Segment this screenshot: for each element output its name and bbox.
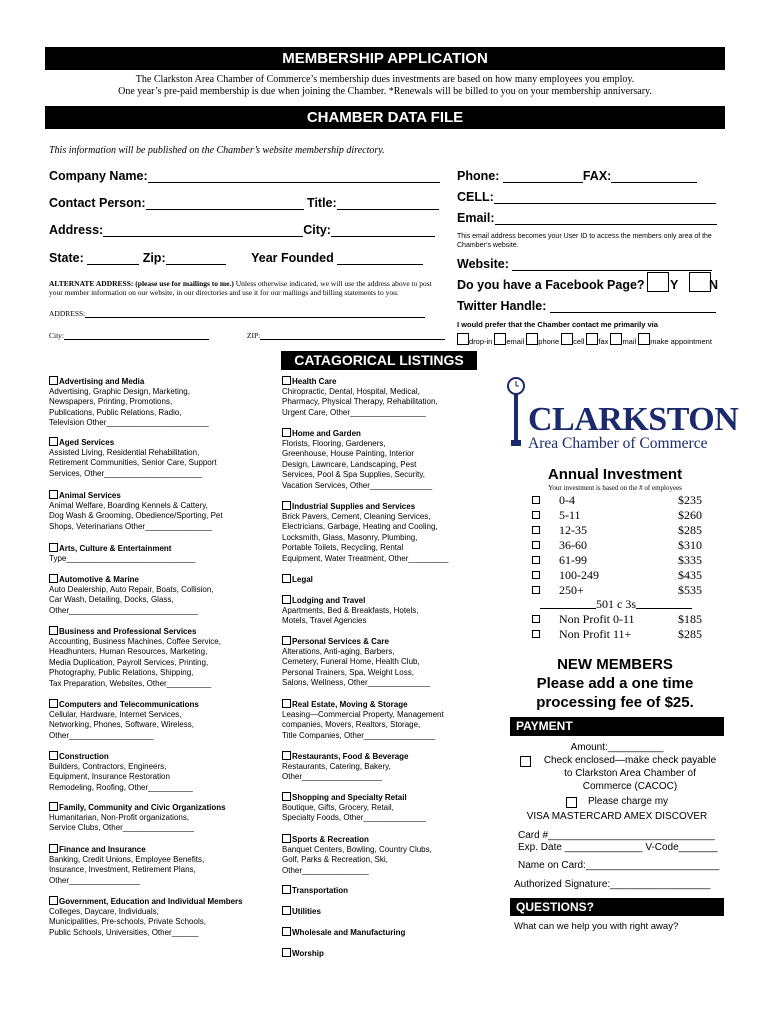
category-title: Computers and Telecommunications <box>59 700 199 709</box>
category-options-line[interactable]: Shops, Veterinarians Other_______________ <box>49 521 212 531</box>
data-file-note: This information will be published on the Chamber’s website membership directory. <box>49 145 385 156</box>
check-option[interactable]: Check enclosed—make check payable to Clarkston Area Chamber of Commerce (CACOC) <box>516 754 724 793</box>
email-note: This email address becomes your User ID to access the members only area of the Chamber’s website. <box>457 233 712 249</box>
category-options-line[interactable]: Golf, Parks & Recreation, Ski, <box>282 855 388 864</box>
category-options-line[interactable]: Cellular, Hardware, Internet Services, <box>49 709 182 719</box>
category-options-line[interactable]: Other_______________ <box>282 865 369 875</box>
tier-price: $185 <box>678 612 702 626</box>
category-checkbox[interactable] <box>49 802 58 811</box>
tier-checkbox[interactable] <box>532 541 540 549</box>
category-options-line[interactable]: Florists, Flooring, Gardeners, <box>282 438 386 448</box>
category-options-line[interactable]: Other_____________________________ <box>49 605 199 615</box>
tier-price: $285 <box>678 523 702 537</box>
category-options-line[interactable]: Humanitarian, Non-Profit organizations, <box>49 812 190 822</box>
facebook-yes-checkbox[interactable] <box>647 272 669 292</box>
new-members-line-3: processing fee of $25. <box>536 694 694 711</box>
contact-pref-options[interactable]: drop-in email phone cell fax mail make appointment <box>457 333 712 346</box>
charge-checkbox[interactable] <box>566 797 577 808</box>
tier-range: 5-11 <box>559 508 581 522</box>
category-title: Shopping and Specialty Retail <box>292 793 407 802</box>
category-options-line[interactable]: Tax Preparation, Websites, Other__________ <box>49 678 212 688</box>
tier-checkbox[interactable] <box>532 526 540 534</box>
category-checkbox[interactable] <box>49 896 58 905</box>
category-options-line[interactable]: Services, Pool & Spa Supplies, Security, <box>282 470 426 479</box>
tier-range: 36-60 <box>559 538 587 552</box>
title-label: Title: <box>307 196 337 210</box>
logo-name: CLARKSTON <box>528 401 739 438</box>
logo-subtitle: Area Chamber of Commerce <box>528 435 708 452</box>
category-title: Personal Services & Care <box>292 637 389 646</box>
category-options-line[interactable]: Pharmacy, Physical Therapy, Rehabilitation, <box>282 397 438 406</box>
membership-title-bar: MEMBERSHIP APPLICATION <box>45 47 725 70</box>
category-title: Construction <box>59 752 109 761</box>
category-options-line[interactable]: companies, Movers, Realtors, Storage, <box>282 720 421 729</box>
tier-checkbox[interactable] <box>532 511 540 519</box>
questions-prompt[interactable]: What can we help you with right away? <box>514 921 679 932</box>
tier-checkbox[interactable] <box>532 630 540 638</box>
company-name-label: Company Name: <box>49 169 148 183</box>
category-options-line[interactable]: Other___________________ <box>49 730 154 740</box>
category-options-line[interactable]: Leasing—Commercial Property, Management <box>282 709 444 719</box>
category-options-line[interactable]: Publications, Public Relations, Radio, <box>49 407 182 417</box>
category-options-line[interactable]: Chiropractic, Dental, Hospital, Medical, <box>282 386 420 396</box>
tier-checkbox[interactable] <box>532 586 540 594</box>
category-options-line[interactable]: Banking, Credit Unions, Employee Benefits, <box>49 854 205 864</box>
tier-range: Non Profit 0-11 <box>559 612 635 626</box>
category-checkbox[interactable] <box>282 574 291 583</box>
category-options-line[interactable]: Equipment, Insurance Restoration <box>49 772 170 781</box>
category-checkbox[interactable] <box>282 595 291 604</box>
category-options-line[interactable]: Greenhouse, House Painting, Interior <box>282 449 415 458</box>
category-checkbox[interactable] <box>49 376 58 385</box>
address-label: Address: <box>49 223 104 237</box>
listings-title-bar: CATAGORICAL LISTINGS <box>281 351 477 370</box>
category-title: Government, Education and Individual Members <box>59 897 243 906</box>
intro-line-2: One year’s pre-paid membership is due when joining the Chamber. *Renewals will be billed to you on your membership anniversary. <box>118 86 652 97</box>
category-title: Home and Garden <box>292 429 361 438</box>
category-options-line[interactable]: Municipalities, Pre-schools, Private Schools, <box>49 917 206 926</box>
category-options-line[interactable]: Specialty Foods, Other______________ <box>282 813 426 822</box>
facebook-yes-label: Y <box>670 278 679 292</box>
category-options-line[interactable]: Motels, Travel Agencies <box>282 616 367 625</box>
card-number-field[interactable]: Card #______________________________ <box>518 830 715 841</box>
cell-label: CELL: <box>457 190 494 204</box>
category-title: Industrial Supplies and Services <box>292 502 416 511</box>
category-options-line[interactable]: Car Wash, Detailing, Docks, Glass, <box>49 595 174 604</box>
category-checkbox[interactable] <box>49 626 58 635</box>
category-options-line[interactable]: Accounting, Business Machines, Coffee Service, <box>49 636 221 646</box>
category-options-line[interactable]: Retirement Communities, Senior Care, Support <box>49 458 217 467</box>
category-options-line[interactable]: Assisted Living, Residential Rehabilitation, <box>49 447 200 457</box>
category-title: Sports & Recreation <box>292 835 369 844</box>
tier-range: Non Profit 11+ <box>559 627 632 641</box>
payment-title-bar: PAYMENT <box>510 717 724 736</box>
category-checkbox[interactable] <box>49 844 58 853</box>
tier-range: 12-35 <box>559 523 587 537</box>
category-checkbox[interactable] <box>282 885 291 894</box>
category-right-13[interactable] <box>282 948 324 960</box>
category-title: Advertising and Media <box>59 377 145 386</box>
category-title: Arts, Culture & Entertainment <box>59 544 172 553</box>
zip-label: Zip: <box>142 251 166 265</box>
charge-option[interactable]: Please charge my <box>516 796 724 807</box>
new-members-heading: NEW MEMBERS <box>557 656 673 673</box>
category-title: Worship <box>292 949 324 958</box>
tier-range: 0-4 <box>559 493 575 507</box>
investment-subtitle: Your investment is based on the # of employees <box>548 484 682 492</box>
category-checkbox[interactable] <box>49 699 58 708</box>
category-title: Business and Professional Services <box>59 627 197 636</box>
category-options-line[interactable]: Headhunters, Human Resources, Marketing, <box>49 647 208 656</box>
category-right-11[interactable] <box>282 906 321 918</box>
category-options-line[interactable]: Dog Wash & Grooming, Obedience/Sporting, Pet <box>49 511 223 520</box>
new-members-line-2: Please add a one time <box>536 675 694 692</box>
amount-field[interactable]: Amount:__________ <box>570 742 664 753</box>
state-zip-field[interactable] <box>49 251 449 265</box>
category-checkbox[interactable] <box>282 834 291 843</box>
category-checkbox[interactable] <box>282 699 291 708</box>
intro-line-1: The Clarkston Area Chamber of Commerce’s membership dues investments are based on how many employees you employ. <box>135 74 635 85</box>
fax-label: FAX: <box>582 169 612 183</box>
category-options-line[interactable]: Networking, Phones, Software, Wireless, <box>49 720 194 729</box>
name-on-card-field[interactable]: Name on Card:________________________ <box>518 860 720 871</box>
clock-logo-icon <box>506 376 526 450</box>
category-options-line[interactable]: Alterations, Anti-aging, Barbers, <box>282 646 395 656</box>
category-options-line[interactable]: Other__________________ <box>282 772 383 781</box>
category-checkbox[interactable] <box>282 376 291 385</box>
category-checkbox[interactable] <box>49 751 58 760</box>
category-checkbox[interactable] <box>282 906 291 915</box>
category-options-line[interactable]: Service Clubs, Other________________ <box>49 823 194 832</box>
category-options-line[interactable]: Design, Lawncare, Landscaping, Pest <box>282 459 417 469</box>
category-options-line[interactable]: Restaurants, Catering, Bakery, <box>282 761 391 771</box>
facebook-label: Do you have a Facebook Page? <box>457 278 645 292</box>
category-checkbox[interactable] <box>282 751 291 760</box>
category-options-line[interactable]: Remodeling, Roofing, Other__________ <box>49 782 193 792</box>
tier-price: $285 <box>678 627 702 641</box>
category-options-line[interactable]: Electricians, Garbage, Heating and Cooling, <box>282 522 438 531</box>
category-title: Lodging and Travel <box>292 596 366 605</box>
contact-person-field[interactable] <box>49 196 449 210</box>
category-checkbox[interactable] <box>49 574 58 583</box>
category-options-line[interactable]: Insurance, Investment, Retirement Plans, <box>49 865 196 874</box>
year-founded-label: Year Founded <box>251 251 334 265</box>
cell-field[interactable] <box>457 190 725 204</box>
category-checkbox[interactable] <box>282 927 291 936</box>
address-field[interactable] <box>49 223 449 237</box>
company-name-field[interactable] <box>49 169 444 183</box>
state-label: State: <box>49 251 84 265</box>
phone-fax-field[interactable] <box>457 169 725 183</box>
category-options-line[interactable]: Apartments, Bed & Breakfasts, Hotels, <box>282 605 419 615</box>
alt-city-zip-field[interactable]: City: ZIP: <box>49 331 445 340</box>
category-checkbox[interactable] <box>282 428 291 437</box>
category-title: Animal Services <box>59 491 121 500</box>
category-options-line[interactable]: Television Other_______________________ <box>49 418 209 427</box>
tier-price: $535 <box>678 583 702 597</box>
category-title: Family, Community and Civic Organizations <box>59 803 226 812</box>
alt-address-note: ALTERNATE ADDRESS: (please use for mailings to me.) Unless otherwise indicated, we will use the address above to post your member information on our website, in our directories and use it for our mailings and billing statements to you. <box>49 279 432 297</box>
category-title: Health Care <box>292 377 337 386</box>
tier-range: 61-99 <box>559 553 587 567</box>
category-options-line[interactable]: Builders, Contractors, Engineers, <box>49 761 167 771</box>
tier-price: $260 <box>678 508 702 522</box>
city-label: City: <box>303 223 331 237</box>
tier-price: $310 <box>678 538 702 552</box>
category-title: Utilities <box>292 907 321 916</box>
exp-date-field[interactable]: Exp. Date ______________ V-Code_______ <box>518 842 718 853</box>
email-field[interactable] <box>457 211 725 225</box>
category-title: Real Estate, Moving & Storage <box>292 700 408 709</box>
alt-address-field[interactable]: ADDRESS: <box>49 309 425 318</box>
category-options-line[interactable]: Newspapers, Printing, Promotions, <box>49 397 173 406</box>
category-options-line[interactable]: Title Companies, Other________________ <box>282 730 436 740</box>
category-checkbox[interactable] <box>282 501 291 510</box>
category-title: Aged Services <box>59 438 115 447</box>
category-options-line[interactable]: Urgent Care, Other_________________ <box>282 407 426 417</box>
category-options-line[interactable]: Personal Trainers, Spa, Weight Loss, <box>282 667 414 677</box>
tier-price: $435 <box>678 568 702 582</box>
category-options-line[interactable]: Photography, Public Relations, Shipping, <box>49 668 194 677</box>
category-options-line[interactable]: Advertising, Graphic Design, Marketing, <box>49 386 190 396</box>
contact-person-label: Contact Person: <box>49 196 146 210</box>
category-options-line[interactable]: Auto Dealership, Auto Repair, Boats, Collision, <box>49 584 214 594</box>
category-title: Legal <box>292 575 313 584</box>
category-checkbox[interactable] <box>49 543 58 552</box>
category-options-line[interactable]: Other________________ <box>49 875 141 885</box>
facebook-field[interactable] <box>457 278 725 292</box>
category-title: Transportation <box>292 886 349 895</box>
nonprofit-divider: 501 c 3s <box>520 597 712 612</box>
signature-field[interactable]: Authorized Signature:__________________ <box>514 879 711 890</box>
website-label: Website: <box>457 257 509 271</box>
category-checkbox[interactable] <box>282 636 291 645</box>
category-options-line[interactable]: Media Duplication, Payroll Services, Printing, <box>49 657 209 667</box>
email-label: Email: <box>457 211 495 225</box>
category-options-line[interactable]: Colleges, Daycare, Individuals, <box>49 906 159 916</box>
tier-price: $235 <box>678 493 702 507</box>
category-options-line[interactable]: Portable Toilets, Recycling, Rental <box>282 543 404 552</box>
contact-pref-label: I would prefer that the Chamber contact me primarily via <box>457 320 658 329</box>
category-options-line[interactable]: Salons, Wellness, Other______________ <box>282 678 430 687</box>
tier-checkbox[interactable] <box>532 615 540 623</box>
twitter-label: Twitter Handle: <box>457 299 547 313</box>
website-field[interactable] <box>457 257 725 271</box>
category-checkbox[interactable] <box>49 490 58 499</box>
phone-label: Phone: <box>457 169 500 183</box>
category-options-line[interactable]: Equipment, Water Treatment, Other_________ <box>282 553 449 563</box>
category-right-10[interactable] <box>282 885 348 897</box>
tier-checkbox[interactable] <box>532 556 540 564</box>
tier-range: 100-249 <box>559 568 599 582</box>
card-types: VISA MASTERCARD AMEX DISCOVER <box>526 811 708 822</box>
category-title: Restaurants, Food & Beverage <box>292 752 409 761</box>
category-options-line[interactable]: Brick Pavers, Cement, Cleaning Services, <box>282 511 431 521</box>
category-options-line[interactable]: Vacation Services, Other______________ <box>282 480 433 490</box>
data-file-title-bar: CHAMBER DATA FILE <box>45 106 725 129</box>
category-checkbox[interactable] <box>282 948 291 957</box>
questions-title-bar: QUESTIONS? <box>510 898 724 916</box>
tier-checkbox[interactable] <box>532 496 540 504</box>
category-title: Finance and Insurance <box>59 845 146 854</box>
category-checkbox[interactable] <box>282 792 291 801</box>
category-options-line[interactable]: Cemetery, Funeral Home, Health Club, <box>282 657 420 666</box>
category-options-line[interactable]: Services, Other______________________ <box>49 468 203 478</box>
check-checkbox[interactable] <box>520 756 531 767</box>
tier-price: $335 <box>678 553 702 567</box>
category-title: Wholesale and Manufacturing <box>292 928 406 937</box>
category-right-12[interactable] <box>282 927 405 939</box>
investment-title: Annual Investment <box>547 466 683 483</box>
facebook-no-label: N <box>709 278 719 292</box>
category-options-line[interactable]: Animal Welfare, Boarding Kennels & Cattery, <box>49 500 208 510</box>
category-options-line[interactable]: Type_____________________________ <box>49 553 196 563</box>
category-options-line[interactable]: Locksmith, Glass, Masonry, Plumbing, <box>282 532 418 542</box>
facebook-no-checkbox[interactable] <box>689 272 711 292</box>
tier-checkbox[interactable] <box>532 571 540 579</box>
tier-range: 250+ <box>559 583 584 597</box>
twitter-field[interactable] <box>457 299 725 313</box>
category-options-line[interactable]: Public Schools, Universities, Other______ <box>49 927 199 937</box>
category-options-line[interactable]: Banquet Centers, Bowling, Country Clubs, <box>282 844 432 854</box>
category-checkbox[interactable] <box>49 437 58 446</box>
category-options-line[interactable]: Boutique, Gifts, Grocery, Retail, <box>282 802 394 812</box>
category-right-3[interactable] <box>282 574 313 586</box>
category-title: Automotive & Marine <box>59 575 140 584</box>
